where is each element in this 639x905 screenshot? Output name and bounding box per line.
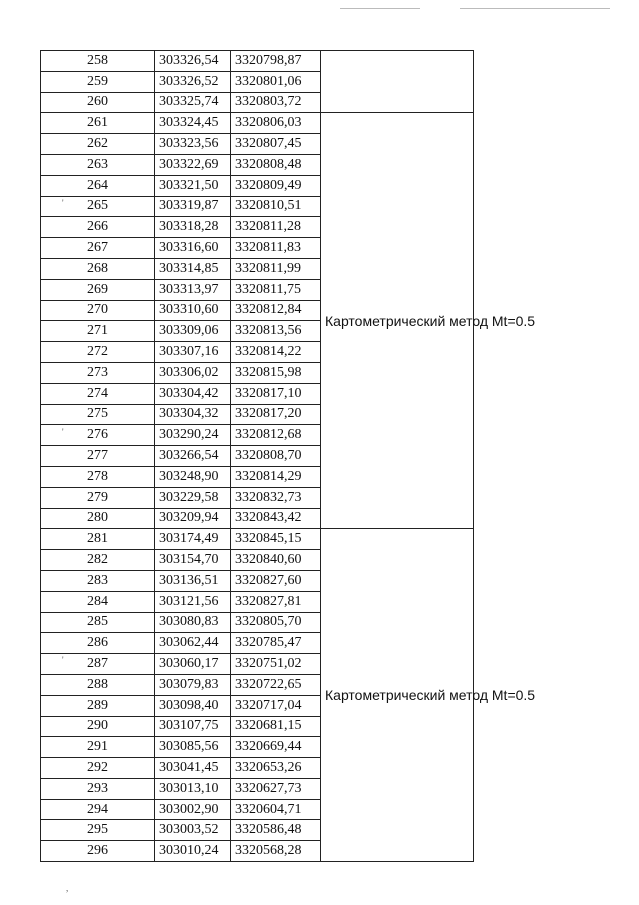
y-coordinate-cell: 3320813,56 <box>231 321 321 342</box>
y-coordinate-cell: 3320815,98 <box>231 362 321 383</box>
x-coordinate-cell: 303080,83 <box>155 612 231 633</box>
y-coordinate-cell: 3320840,60 <box>231 550 321 571</box>
x-coordinate-cell: 303325,74 <box>155 92 231 113</box>
point-number-cell: 270 <box>41 300 155 321</box>
x-coordinate-cell: 303307,16 <box>155 342 231 363</box>
y-coordinate-cell: 3320811,83 <box>231 238 321 259</box>
point-number-cell: 284 <box>41 591 155 612</box>
y-coordinate-cell: 3320808,70 <box>231 446 321 467</box>
x-coordinate-cell: 303098,40 <box>155 695 231 716</box>
x-coordinate-cell: 303326,54 <box>155 51 231 72</box>
point-number-cell: 275 <box>41 404 155 425</box>
y-coordinate-cell: 3320812,84 <box>231 300 321 321</box>
scan-speck: ' <box>62 655 64 665</box>
point-number-cell: 261 <box>41 113 155 134</box>
y-coordinate-cell: 3320814,29 <box>231 466 321 487</box>
scan-speck: , <box>66 883 69 893</box>
scan-speck: ' <box>62 427 64 437</box>
x-coordinate-cell: 303304,32 <box>155 404 231 425</box>
method-cell <box>321 51 474 113</box>
y-coordinate-cell: 3320832,73 <box>231 487 321 508</box>
table-row <box>41 113 611 134</box>
x-coordinate-cell: 303041,45 <box>155 758 231 779</box>
point-number-cell: 281 <box>41 529 155 550</box>
point-number-cell: 287 <box>41 654 155 675</box>
scan-artifact-line <box>340 8 420 9</box>
x-coordinate-cell: 303002,90 <box>155 799 231 820</box>
x-coordinate-cell: 303136,51 <box>155 570 231 591</box>
x-coordinate-cell: 303003,52 <box>155 820 231 841</box>
point-number-cell: 295 <box>41 820 155 841</box>
x-coordinate-cell: 303322,69 <box>155 154 231 175</box>
x-coordinate-cell: 303324,45 <box>155 113 231 134</box>
point-number-cell: 269 <box>41 279 155 300</box>
x-coordinate-cell: 303013,10 <box>155 778 231 799</box>
x-coordinate-cell: 303314,85 <box>155 258 231 279</box>
y-coordinate-cell: 3320845,15 <box>231 529 321 550</box>
y-coordinate-cell: 3320827,60 <box>231 570 321 591</box>
point-number-cell: 285 <box>41 612 155 633</box>
y-coordinate-cell: 3320827,81 <box>231 591 321 612</box>
x-coordinate-cell: 303062,44 <box>155 633 231 654</box>
x-coordinate-cell: 303304,42 <box>155 383 231 404</box>
point-number-cell: 272 <box>41 342 155 363</box>
coordinates-table <box>40 50 611 862</box>
x-coordinate-cell: 303310,60 <box>155 300 231 321</box>
y-coordinate-cell: 3320814,22 <box>231 342 321 363</box>
point-number-cell: 286 <box>41 633 155 654</box>
point-number-cell: 265 <box>41 196 155 217</box>
scan-speck: ' <box>62 198 64 208</box>
x-coordinate-cell: 303107,75 <box>155 716 231 737</box>
point-number-cell: 282 <box>41 550 155 571</box>
x-coordinate-cell: 303266,54 <box>155 446 231 467</box>
y-coordinate-cell: 3320653,26 <box>231 758 321 779</box>
y-coordinate-cell: 3320811,75 <box>231 279 321 300</box>
y-coordinate-cell: 3320811,99 <box>231 258 321 279</box>
point-number-cell: 274 <box>41 383 155 404</box>
method-cell: Картометрический метод Mt=0.5 <box>321 113 474 529</box>
point-number-cell: 280 <box>41 508 155 529</box>
point-number-cell: 290 <box>41 716 155 737</box>
x-coordinate-cell: 303290,24 <box>155 425 231 446</box>
table-row <box>41 51 611 72</box>
x-coordinate-cell: 303326,52 <box>155 71 231 92</box>
point-number-cell: 258 <box>41 51 155 72</box>
y-coordinate-cell: 3320817,20 <box>231 404 321 425</box>
x-coordinate-cell: 303229,58 <box>155 487 231 508</box>
y-coordinate-cell: 3320604,71 <box>231 799 321 820</box>
x-coordinate-cell: 303319,87 <box>155 196 231 217</box>
y-coordinate-cell: 3320722,65 <box>231 674 321 695</box>
x-coordinate-cell: 303060,17 <box>155 654 231 675</box>
x-coordinate-cell: 303318,28 <box>155 217 231 238</box>
point-number-cell: 278 <box>41 466 155 487</box>
point-number-cell: 266 <box>41 217 155 238</box>
point-number-cell: 263 <box>41 154 155 175</box>
x-coordinate-cell: 303010,24 <box>155 841 231 862</box>
point-number-cell: 267 <box>41 238 155 259</box>
point-number-cell: 264 <box>41 175 155 196</box>
point-number-cell: 291 <box>41 737 155 758</box>
x-coordinate-cell: 303323,56 <box>155 134 231 155</box>
x-coordinate-cell: 303309,06 <box>155 321 231 342</box>
y-coordinate-cell: 3320809,49 <box>231 175 321 196</box>
y-coordinate-cell: 3320785,47 <box>231 633 321 654</box>
point-number-cell: 259 <box>41 71 155 92</box>
point-number-cell: 271 <box>41 321 155 342</box>
method-cell: Картометрический метод Mt=0.5 <box>321 529 474 862</box>
point-number-cell: 268 <box>41 258 155 279</box>
y-coordinate-cell: 3320803,72 <box>231 92 321 113</box>
point-number-cell: 260 <box>41 92 155 113</box>
y-coordinate-cell: 3320806,03 <box>231 113 321 134</box>
y-coordinate-cell: 3320805,70 <box>231 612 321 633</box>
x-coordinate-cell: 303079,83 <box>155 674 231 695</box>
x-coordinate-cell: 303154,70 <box>155 550 231 571</box>
point-number-cell: 296 <box>41 841 155 862</box>
x-coordinate-cell: 303316,60 <box>155 238 231 259</box>
x-coordinate-cell: 303313,97 <box>155 279 231 300</box>
y-coordinate-cell: 3320807,45 <box>231 134 321 155</box>
point-number-cell: 289 <box>41 695 155 716</box>
y-coordinate-cell: 3320717,04 <box>231 695 321 716</box>
table-row <box>41 529 611 550</box>
scan-artifact-line <box>460 8 610 9</box>
x-coordinate-cell: 303306,02 <box>155 362 231 383</box>
y-coordinate-cell: 3320811,28 <box>231 217 321 238</box>
x-coordinate-cell: 303321,50 <box>155 175 231 196</box>
y-coordinate-cell: 3320812,68 <box>231 425 321 446</box>
x-coordinate-cell: 303209,94 <box>155 508 231 529</box>
y-coordinate-cell: 3320808,48 <box>231 154 321 175</box>
y-coordinate-cell: 3320568,28 <box>231 841 321 862</box>
y-coordinate-cell: 3320627,73 <box>231 778 321 799</box>
y-coordinate-cell: 3320843,42 <box>231 508 321 529</box>
y-coordinate-cell: 3320751,02 <box>231 654 321 675</box>
point-number-cell: 293 <box>41 778 155 799</box>
y-coordinate-cell: 3320681,15 <box>231 716 321 737</box>
point-number-cell: 288 <box>41 674 155 695</box>
x-coordinate-cell: 303085,56 <box>155 737 231 758</box>
y-coordinate-cell: 3320798,87 <box>231 51 321 72</box>
y-coordinate-cell: 3320801,06 <box>231 71 321 92</box>
x-coordinate-cell: 303174,49 <box>155 529 231 550</box>
y-coordinate-cell: 3320669,44 <box>231 737 321 758</box>
point-number-cell: 262 <box>41 134 155 155</box>
point-number-cell: 283 <box>41 570 155 591</box>
point-number-cell: 276 <box>41 425 155 446</box>
y-coordinate-cell: 3320810,51 <box>231 196 321 217</box>
x-coordinate-cell: 303248,90 <box>155 466 231 487</box>
point-number-cell: 279 <box>41 487 155 508</box>
point-number-cell: 277 <box>41 446 155 467</box>
y-coordinate-cell: 3320817,10 <box>231 383 321 404</box>
y-coordinate-cell: 3320586,48 <box>231 820 321 841</box>
point-number-cell: 294 <box>41 799 155 820</box>
point-number-cell: 292 <box>41 758 155 779</box>
x-coordinate-cell: 303121,56 <box>155 591 231 612</box>
coordinates-table-body <box>41 51 611 862</box>
point-number-cell: 273 <box>41 362 155 383</box>
